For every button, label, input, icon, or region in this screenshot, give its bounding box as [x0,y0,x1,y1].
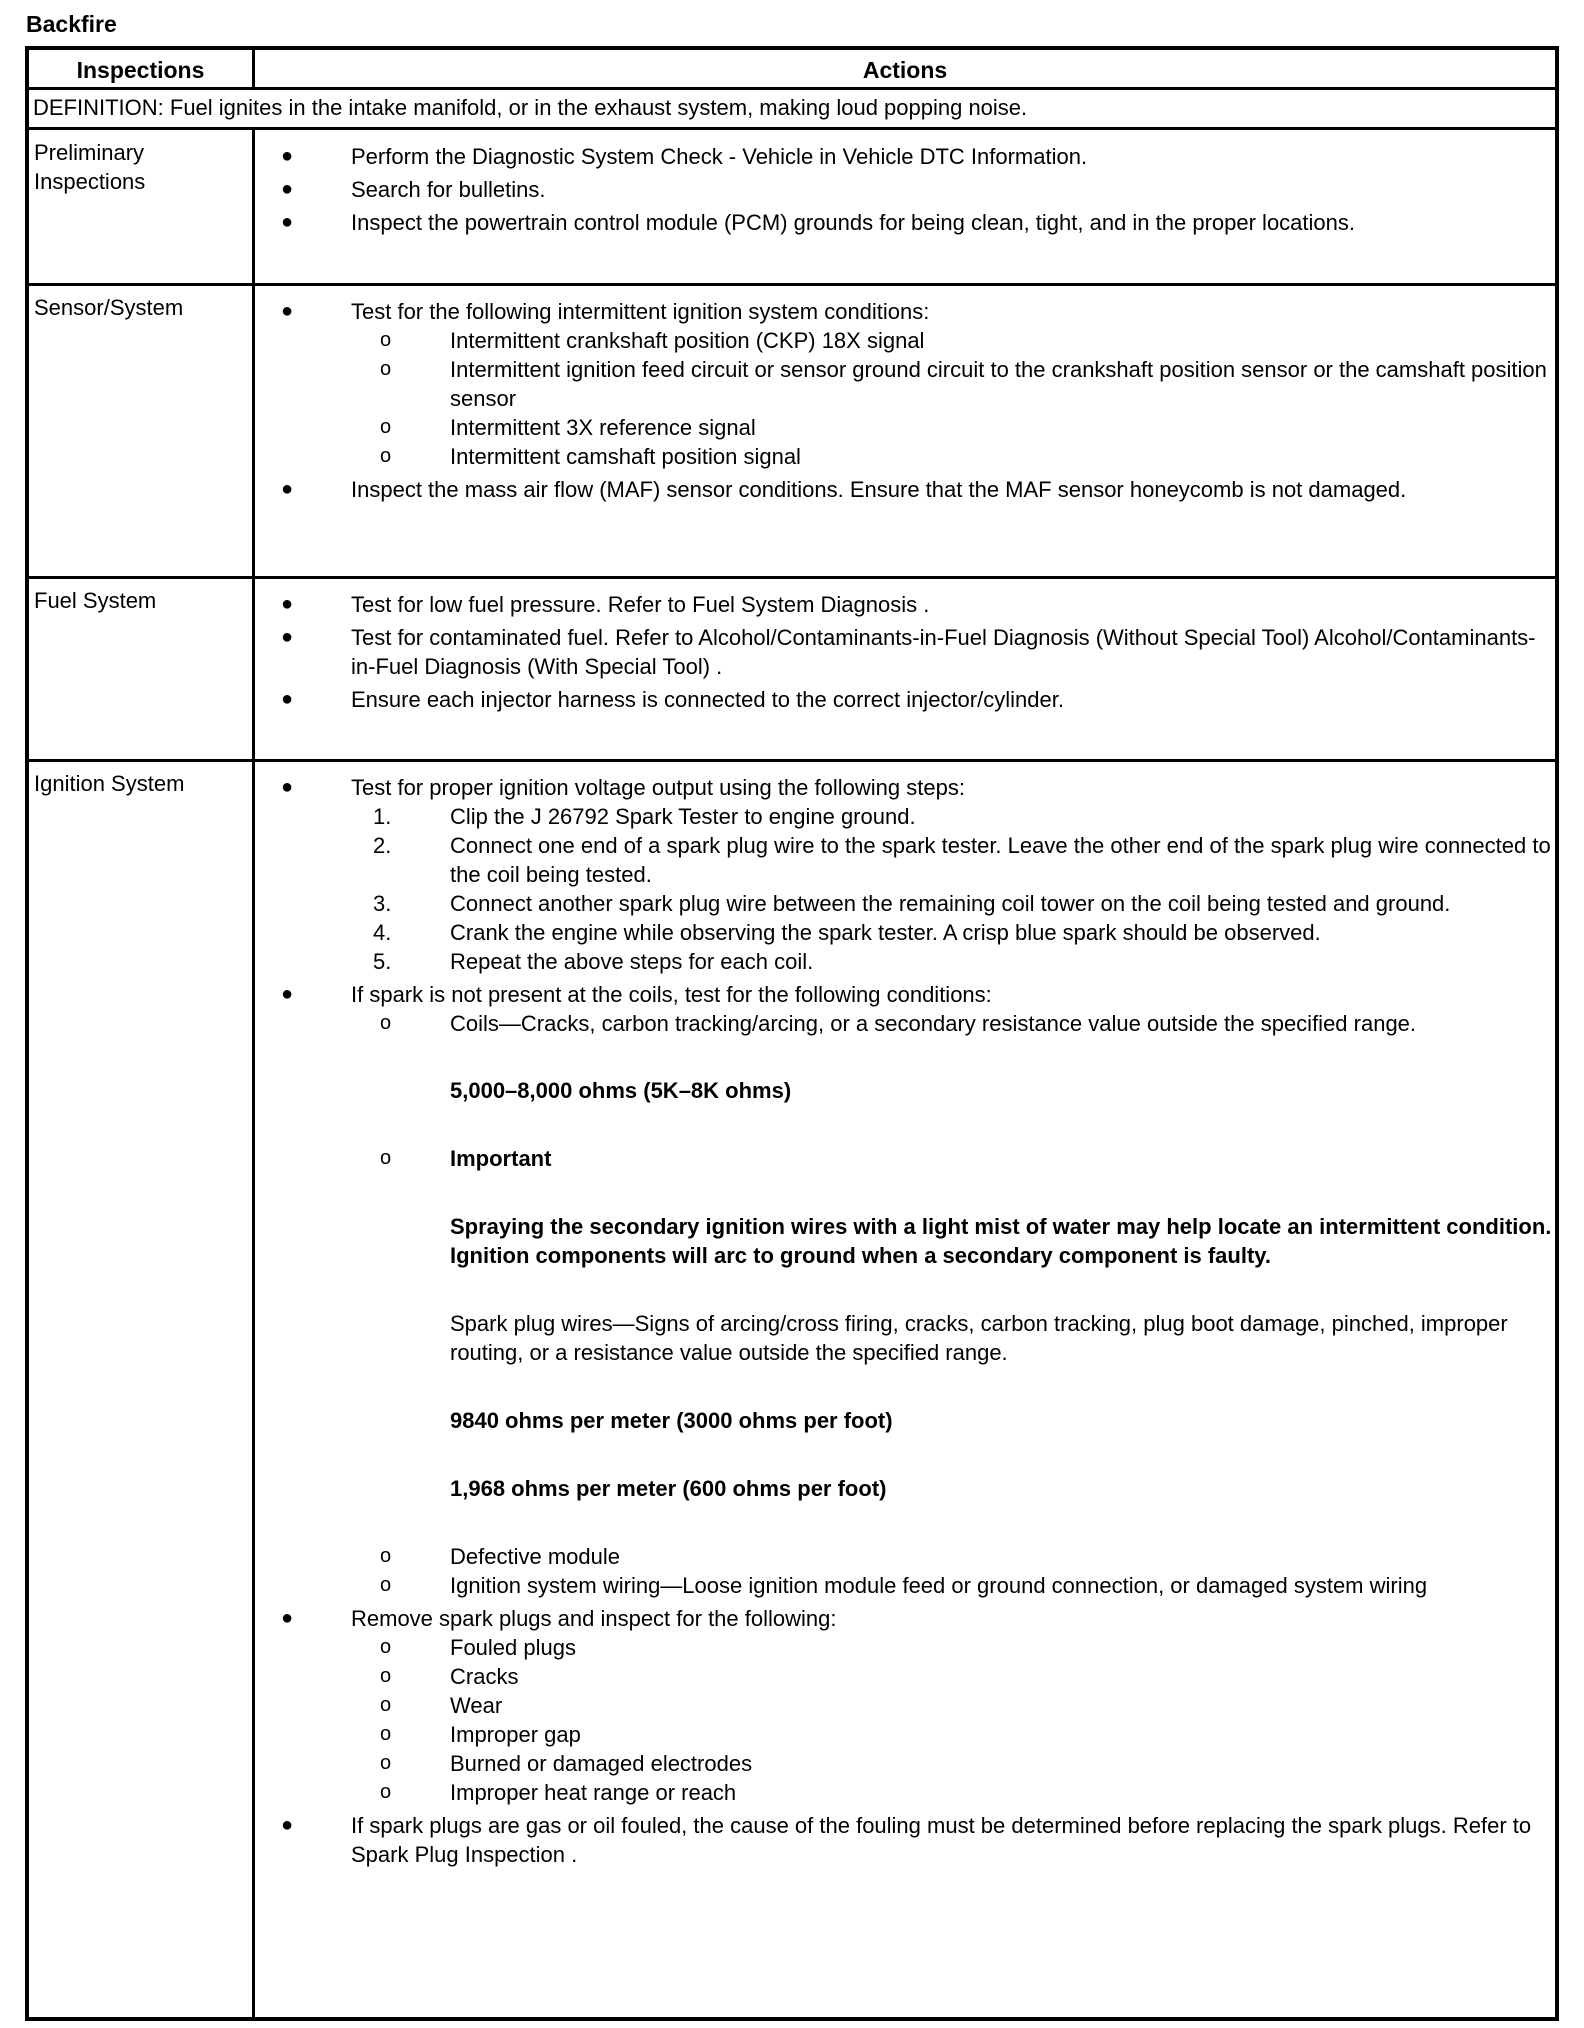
circle-marker: o [380,445,392,467]
diagnostic-table [25,46,1559,2021]
sub-item: o Improper heat range or reach [380,1780,737,1805]
sub-item: o Defective module [380,1544,620,1569]
circle-marker: o [380,416,392,438]
circle-marker: o [380,358,392,380]
bullet-marker: ● [281,983,294,1005]
list-item: ● Remove spark plugs and inspect for the following: [281,1606,837,1631]
sub-item: o Fouled plugs [380,1635,576,1660]
list-item: ● Test for low fuel pressure. Refer to Fuel System Diagnosis . [281,592,930,617]
sensor-actions [263,297,1553,504]
circle-marker: o [380,1574,392,1596]
row-divider [29,759,1555,762]
circle-marker: o [380,1012,392,1034]
list-item: ● Search for bulletins. [281,177,546,202]
preliminary-actions [263,142,1553,237]
step-number: 4. [373,920,392,945]
list-item: ● Ensure each injector harness is connected to the correct injector/cylinder. [281,687,1064,712]
list-item: ● Test for the following intermittent ignition system conditions: [281,299,930,324]
column-divider [252,127,255,2021]
row-divider [29,283,1555,286]
bullet-marker: ● [281,626,294,648]
circle-marker: o [380,1752,392,1774]
circle-marker: o [380,1694,392,1716]
row-divider [29,127,1555,130]
sub-item: o Burned or damaged electrodes [380,1751,753,1776]
circle-marker: o [380,1665,392,1687]
list-item: ● Test for contaminated fuel. Refer to Alcohol/Contaminants-in-Fuel Diagnosis (Without Special Tool) Alcohol/Contaminants-in-Fuel Diagnosis (With Special Tool) . [281,625,1536,679]
list-item: ● If spark is not present at the coils, test for the following conditions: [281,982,992,1007]
definition-text: DEFINITION: Fuel ignites in the intake manifold, or in the exhaust system, making loud popping noise. [33,95,1028,120]
page-title: Backfire [26,11,117,37]
step-item: 3. Connect another spark plug wire between the remaining coil tower on the coil being tested and ground. [373,891,1451,916]
row-label-ignition: Ignition System [34,771,185,796]
important-note: Spraying the secondary ignition wires with a light mist of water may help locate an intermittent condition. Ignition components will arc to ground when a secondary component is faulty. [450,1214,1552,1268]
step-number: 5. [373,949,392,974]
list-item: ● Test for proper ignition voltage output using the following steps: [281,775,965,800]
list-item: ● Perform the Diagnostic System Check - Vehicle in Vehicle DTC Information. [281,144,1088,169]
header-actions: Actions [862,57,948,83]
bullet-marker: ● [281,688,294,710]
step-number: 3. [373,891,392,916]
list-item: ● If spark plugs are gas or oil fouled, the cause of the fouling must be determined before replacing the spark plugs. Refer to Spark Plug Inspection . [281,1813,1532,1867]
sub-item: o Coils—Cracks, carbon tracking/arcing, or a secondary resistance value outside the specified range. [380,1011,1417,1036]
sub-item: o Cracks [380,1664,519,1689]
step-number: 1. [373,804,392,829]
spark-plug-wires-text: Spark plug wires—Signs of arcing/cross firing, cracks, carbon tracking, plug boot damage, pinched, improper routing, or a resistance value outside the specified range. [450,1311,1508,1365]
sub-item: o Improper gap [380,1722,581,1747]
ignition-actions [263,773,1553,1869]
sub-item: o Ignition system wiring—Loose ignition module feed or ground connection, or damaged system wiring [380,1573,1428,1598]
step-item: 4. Crank the engine while observing the spark tester. A crisp blue spark should be observed. [373,920,1321,945]
bullet-marker: ● [281,478,294,500]
row-divider [29,576,1555,579]
fuel-actions [263,590,1553,714]
sub-item: o Intermittent ignition feed circuit or sensor ground circuit to the crankshaft position sensor or the camshaft position sensor [380,357,1547,411]
circle-marker: o [380,1545,392,1567]
step-item: 1. Clip the J 26792 Spark Tester to engine ground. [373,804,916,829]
bullet-marker: ● [281,300,294,322]
step-item: 5. Repeat the above steps for each coil. [373,949,814,974]
circle-marker: o [380,1723,392,1745]
row-label-fuel: Fuel System [34,588,157,613]
sub-item: o Intermittent camshaft position signal [380,444,801,469]
step-item: 2. Connect one end of a spark plug wire to the spark tester. Leave the other end of the spark plug wire connected to the coil being tested. [373,833,1551,887]
circle-marker: o [380,329,392,351]
sub-item: o Intermittent crankshaft position (CKP) 18X signal [380,328,925,353]
row-label-preliminary: Preliminary Inspections [34,140,146,194]
sub-item: o Wear [380,1693,503,1718]
bullet-marker: ● [281,776,294,798]
wire-spec-metric: 9840 ohms per meter (3000 ohms per foot) [450,1408,893,1433]
bullet-marker: ● [281,178,294,200]
coil-resistance-spec: 5,000–8,000 ohms (5K–8K ohms) [450,1078,792,1103]
circle-marker: o [380,1781,392,1803]
bullet-marker: ● [281,145,294,167]
sub-item: o Intermittent 3X reference signal [380,415,756,440]
bullet-marker: ● [281,1814,294,1836]
step-number: 2. [373,833,392,858]
wire-spec-alt: 1,968 ohms per meter (600 ohms per foot) [450,1476,887,1501]
important-heading: o Important [380,1146,552,1171]
circle-marker: o [380,1636,392,1658]
bullet-marker: ● [281,1607,294,1629]
list-item: ● Inspect the powertrain control module (PCM) grounds for being clean, tight, and in the proper locations. [281,210,1355,235]
circle-marker: o [380,1147,392,1169]
bullet-marker: ● [281,211,294,233]
row-label-sensor: Sensor/System [34,295,184,320]
bullet-marker: ● [281,593,294,615]
header-inspections: Inspections [76,57,205,83]
list-item: ● Inspect the mass air flow (MAF) sensor conditions. Ensure that the MAF sensor honeycomb is not damaged. [281,477,1407,502]
